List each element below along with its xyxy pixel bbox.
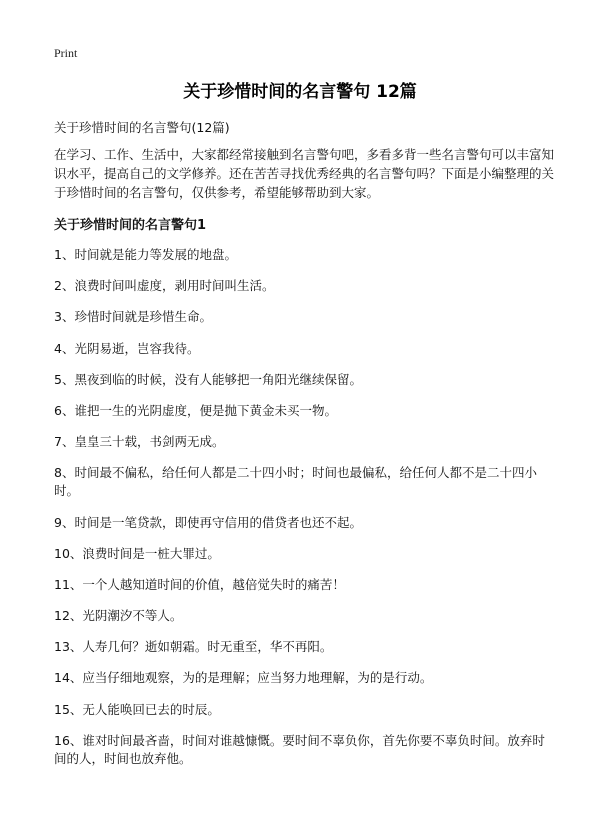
- quote-item: 8、时间最不偏私，给任何人都是二十四小时；时间也最偏私，给任何人都不是二十四小时。: [54, 465, 537, 499]
- quote-item: 4、光阴易逝，岂容我待。: [54, 340, 200, 356]
- quote-item: 12、光阴潮汐不等人。: [54, 608, 183, 624]
- quote-item: 2、浪费时间叫虚度，剥用时间叫生活。: [54, 278, 275, 294]
- quote-item: 15、无人能唤回已去的时辰。: [54, 701, 220, 717]
- quote-item: 13、人寿几何？逝如朝霜。时无重至，华不再阳。: [54, 639, 333, 655]
- quote-item: 9、时间是一笔贷款，即使再守信用的借贷者也还不起。: [54, 514, 362, 530]
- quote-item: 3、珍惜时间就是珍惜生命。: [54, 309, 212, 325]
- section-heading: 关于珍惜时间的名言警句1: [54, 218, 207, 233]
- print-link[interactable]: Print: [54, 46, 78, 60]
- quote-item: 10、浪费时间是一桩大罪过。: [54, 545, 220, 561]
- quote-item: 14、应当仔细地观察，为的是理解；应当努力地理解，为的是行动。: [54, 670, 433, 686]
- quote-item: 6、谁把一生的光阴虚度，便是抛下黄金未买一物。: [54, 402, 337, 418]
- document-title: 关于珍惜时间的名言警句 12篇: [183, 82, 417, 102]
- article-subtitle: 关于珍惜时间的名言警句(12篇): [54, 120, 230, 135]
- quote-item: 1、时间就是能力等发展的地盘。: [54, 247, 237, 262]
- intro-paragraph: 在学习、工作、生活中，大家都经常接触到名言警句吧，多看多背一些名言警句可以丰富知识水平，提高自己的文学修养。还在苦苦寻找优秀经典的名言警句吗？下面是小编整理的关于珍惜时间的名言警句，仅供参考，希望能够帮助到大家。: [54, 147, 555, 200]
- article-body: [54, 119, 554, 781]
- quote-item: 7、皇皇三十载，书剑两无成。: [54, 434, 225, 450]
- quote-item: 5、黑夜到临的时候，没有人能够把一角阳光继续保留。: [54, 371, 362, 387]
- quote-item: 16、谁对时间最吝啬，时间对谁越慷慨。要时间不辜负你，首先你要不辜负时间。放弃时间的人，时间也放弃他。: [54, 732, 545, 766]
- quote-item: 11、一个人越知道时间的价值，越倍觉失时的痛苦！: [54, 576, 345, 592]
- quote-list: [54, 246, 554, 768]
